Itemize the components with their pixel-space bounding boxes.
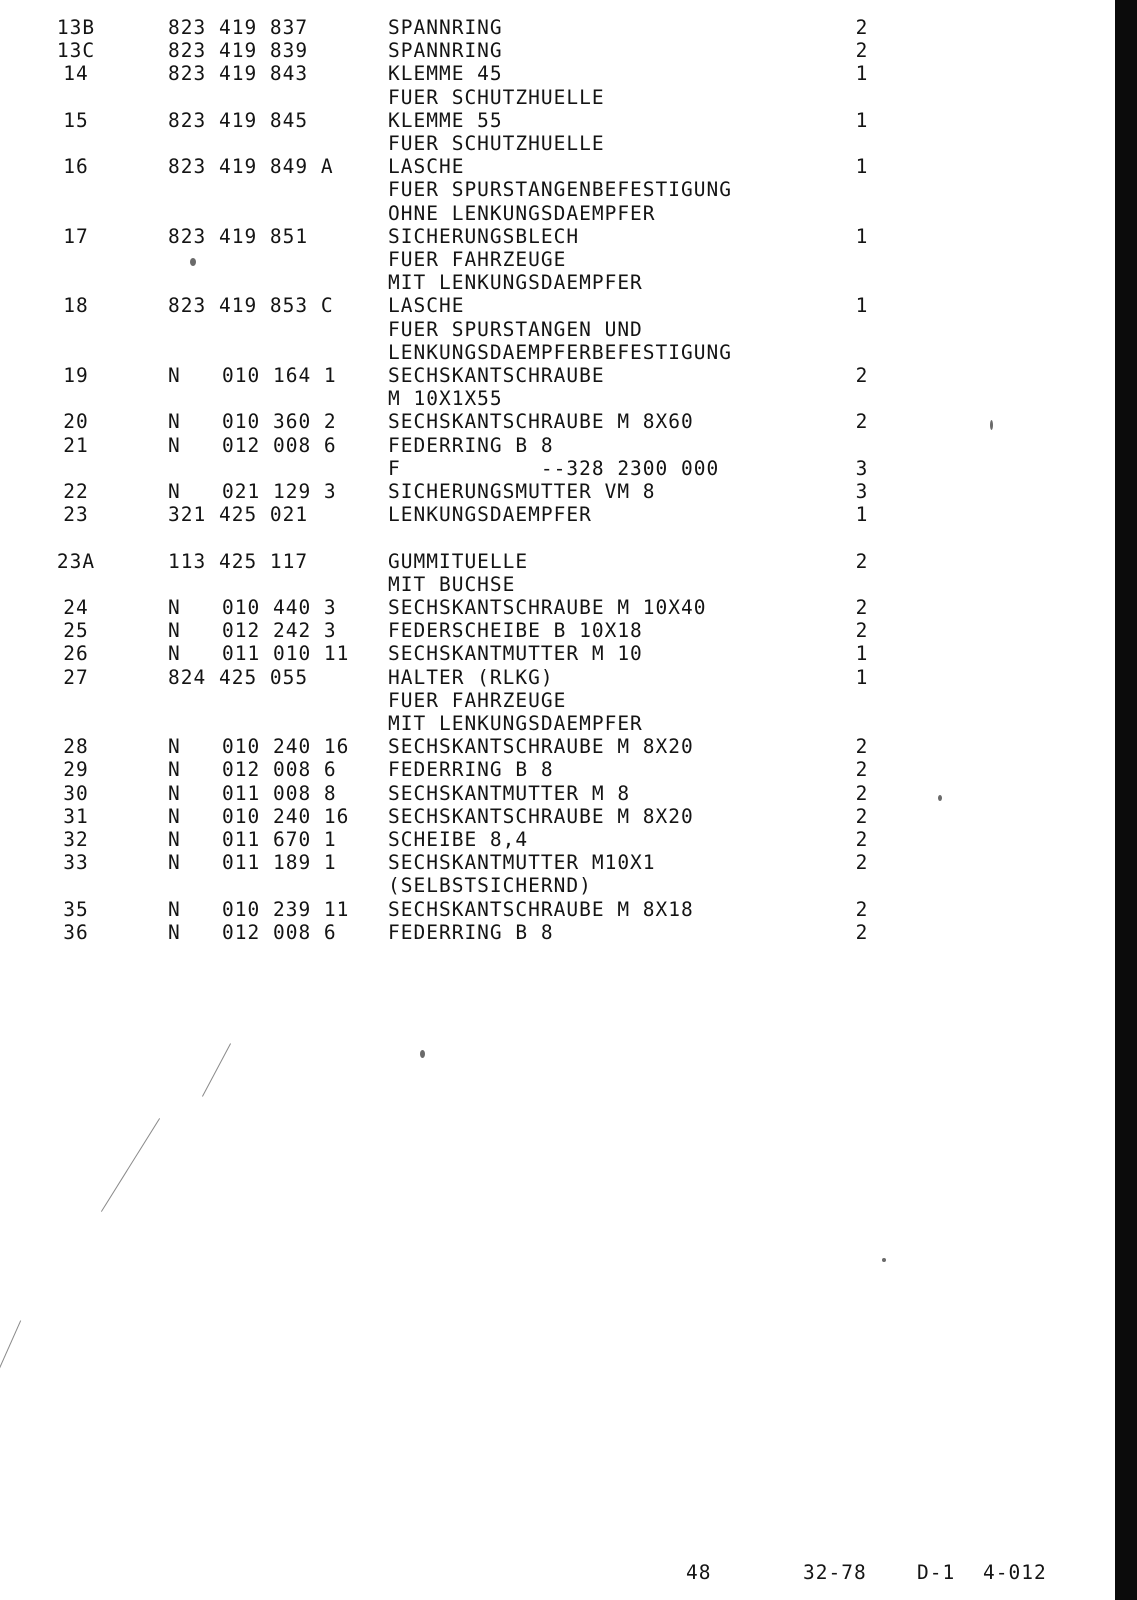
norm-marker: N <box>168 828 181 851</box>
quantity: 1 <box>855 224 869 248</box>
part-number: 113 425 117 <box>168 549 309 573</box>
item-number: 27 <box>63 665 89 689</box>
quantity: 2 <box>855 781 869 805</box>
footer-reference-2: 4-012 <box>983 1561 1047 1584</box>
description: KLEMME 45 <box>388 62 503 86</box>
item-number <box>46 875 106 897</box>
part-number: 012 008 6 <box>222 433 337 457</box>
description: SPANNRING <box>388 16 503 39</box>
quantity: 2 <box>855 828 869 851</box>
quantity <box>850 342 874 364</box>
quantity: 2 <box>855 897 869 921</box>
description: F --328 2300 000 <box>388 456 720 480</box>
quantity <box>850 133 874 155</box>
quantity: 1 <box>855 294 869 318</box>
scan-streak <box>0 1320 21 1375</box>
item-number <box>46 574 106 596</box>
item-number <box>46 713 106 735</box>
description: LENKUNGSDAEMPFER <box>388 503 592 527</box>
description: SECHSKANTMUTTER M10X1 <box>388 851 656 875</box>
item-number: 25 <box>63 619 89 643</box>
quantity <box>850 179 874 201</box>
item-number <box>46 272 106 294</box>
norm-marker: N <box>168 619 181 643</box>
description: SECHSKANTMUTTER M 8 <box>388 781 631 805</box>
footer-reference-1: D-1 <box>917 1561 956 1584</box>
scan-speck <box>190 258 196 266</box>
part-number: 011 008 8 <box>222 781 337 805</box>
item-number: 26 <box>63 642 89 666</box>
norm-marker: N <box>168 596 181 619</box>
description: SPANNRING <box>388 39 503 63</box>
item-number: 30 <box>63 781 89 805</box>
quantity: 1 <box>855 665 869 689</box>
description: SICHERUNGSMUTTER VM 8 <box>388 480 656 503</box>
quantity: 2 <box>855 619 869 643</box>
item-number <box>46 319 106 341</box>
description: SECHSKANTSCHRAUBE M 10X40 <box>388 596 707 619</box>
description: GUMMITUELLE <box>388 549 529 573</box>
description: LENKUNGSDAEMPFERBEFESTIGUNG <box>388 340 732 364</box>
description: FUER SPURSTANGEN UND <box>388 317 643 341</box>
part-number: 021 129 3 <box>222 480 337 503</box>
part-number: 824 425 055 <box>168 665 309 689</box>
item-number: 13B <box>56 16 96 39</box>
part-number: 010 360 2 <box>222 410 337 434</box>
part-number: 823 419 845 <box>168 108 309 132</box>
item-number: 19 <box>63 364 89 387</box>
part-number: 011 010 11 <box>222 642 350 666</box>
item-number: 18 <box>63 294 89 318</box>
item-number <box>46 203 106 225</box>
quantity <box>850 272 874 294</box>
quantity: 2 <box>855 410 869 434</box>
item-number: 23A <box>56 549 96 573</box>
norm-marker: N <box>168 804 181 828</box>
part-number: 012 008 6 <box>222 758 337 782</box>
norm-marker: N <box>168 920 181 944</box>
quantity <box>850 574 874 596</box>
quantity <box>850 875 874 897</box>
description: SECHSKANTSCHRAUBE M 8X20 <box>388 804 694 828</box>
item-number: 24 <box>63 596 89 619</box>
quantity: 2 <box>855 758 869 782</box>
quantity <box>850 87 874 109</box>
item-number: 22 <box>63 480 89 503</box>
footer-page-number: 48 <box>686 1561 712 1584</box>
quantity <box>850 527 874 549</box>
part-number: 823 419 843 <box>168 62 309 86</box>
quantity: 2 <box>855 596 869 619</box>
scan-speck <box>990 420 993 430</box>
norm-marker: N <box>168 433 181 457</box>
part-number: 012 242 3 <box>222 619 337 643</box>
description: FUER FAHRZEUGE <box>388 688 567 712</box>
description: MIT LENKUNGSDAEMPFER <box>388 712 643 735</box>
part-number: 823 419 849 A <box>168 155 334 179</box>
quantity <box>850 713 874 735</box>
scan-streak <box>202 1043 231 1096</box>
item-number <box>46 342 106 364</box>
description: FEDERSCHEIBE B 10X18 <box>388 619 643 643</box>
norm-marker: N <box>168 364 181 387</box>
quantity: 1 <box>855 62 869 86</box>
norm-marker: N <box>168 851 181 875</box>
norm-marker: N <box>168 735 181 759</box>
description: SECHSKANTMUTTER M 10 <box>388 642 643 666</box>
description: SECHSKANTSCHRAUBE M 8X18 <box>388 897 694 921</box>
quantity: 2 <box>855 804 869 828</box>
norm-marker: N <box>168 758 181 782</box>
quantity <box>850 249 874 271</box>
part-number: 012 008 6 <box>222 920 337 944</box>
part-number: 321 425 021 <box>168 503 309 527</box>
quantity: 1 <box>855 503 869 527</box>
description: FUER SPURSTANGENBEFESTIGUNG <box>388 178 732 202</box>
part-number: 823 419 853 C <box>168 294 334 318</box>
item-number: 21 <box>63 433 89 457</box>
item-number <box>46 690 106 712</box>
quantity <box>850 690 874 712</box>
description: FEDERRING B 8 <box>388 920 554 944</box>
footer-date-code: 32-78 <box>803 1561 867 1584</box>
item-number <box>46 249 106 271</box>
quantity: 1 <box>855 108 869 132</box>
quantity: 2 <box>855 549 869 573</box>
item-number <box>46 388 106 410</box>
part-number: 010 240 16 <box>222 804 350 828</box>
norm-marker: N <box>168 410 181 434</box>
quantity: 1 <box>855 155 869 179</box>
part-number: 823 419 837 <box>168 16 309 39</box>
item-number: 13C <box>56 39 96 63</box>
norm-marker: N <box>168 480 181 503</box>
norm-marker: N <box>168 897 181 921</box>
quantity <box>850 435 874 457</box>
scan-edge-bar <box>1115 0 1137 1600</box>
description: M 10X1X55 <box>388 387 503 411</box>
item-number <box>46 179 106 201</box>
description: SECHSKANTSCHRAUBE <box>388 364 605 387</box>
part-number: 010 164 1 <box>222 364 337 387</box>
quantity <box>850 203 874 225</box>
item-number: 14 <box>63 62 89 86</box>
part-number: 010 240 16 <box>222 735 350 759</box>
quantity: 2 <box>855 920 869 944</box>
description: SICHERUNGSBLECH <box>388 224 580 248</box>
item-number: 36 <box>63 920 89 944</box>
quantity: 2 <box>855 851 869 875</box>
norm-marker: N <box>168 781 181 805</box>
description: SCHEIBE 8,4 <box>388 828 529 851</box>
description: KLEMME 55 <box>388 108 503 132</box>
part-number: 010 239 11 <box>222 897 350 921</box>
part-number: 011 189 1 <box>222 851 337 875</box>
description: FUER SCHUTZHUELLE <box>388 85 605 109</box>
part-number: 823 419 851 <box>168 224 309 248</box>
scan-speck <box>420 1050 425 1058</box>
description: HALTER (RLKG) <box>388 665 554 689</box>
scan-streak <box>101 1118 160 1212</box>
item-number <box>46 458 106 480</box>
item-number: 16 <box>63 155 89 179</box>
item-number: 20 <box>63 410 89 434</box>
description: FEDERRING B 8 <box>388 758 554 782</box>
item-number: 29 <box>63 758 89 782</box>
description: SECHSKANTSCHRAUBE M 8X60 <box>388 410 694 434</box>
quantity: 3 <box>855 480 869 503</box>
item-number <box>46 133 106 155</box>
quantity: 3 <box>855 456 869 480</box>
part-number: 011 670 1 <box>222 828 337 851</box>
scan-speck <box>882 1258 886 1262</box>
description: (SELBSTSICHERND) <box>388 874 592 898</box>
item-number: 31 <box>63 804 89 828</box>
part-number: 823 419 839 <box>168 39 309 63</box>
item-number <box>46 87 106 109</box>
item-number: 33 <box>63 851 89 875</box>
item-number <box>46 527 106 549</box>
quantity: 2 <box>855 735 869 759</box>
quantity <box>850 388 874 410</box>
scan-speck <box>938 795 942 801</box>
description: MIT BUCHSE <box>388 572 516 596</box>
quantity: 2 <box>855 39 869 63</box>
item-number: 32 <box>63 828 89 851</box>
quantity: 2 <box>855 16 869 39</box>
description: FUER SCHUTZHUELLE <box>388 132 605 155</box>
item-number: 28 <box>63 735 89 759</box>
item-number: 17 <box>63 224 89 248</box>
description: OHNE LENKUNGSDAEMPFER <box>388 201 656 225</box>
part-number: 010 440 3 <box>222 596 337 619</box>
item-number: 35 <box>63 897 89 921</box>
description: LASCHE <box>388 155 465 179</box>
description: SECHSKANTSCHRAUBE M 8X20 <box>388 735 694 759</box>
description: FUER FAHRZEUGE <box>388 248 567 271</box>
quantity: 1 <box>855 642 869 666</box>
quantity <box>850 319 874 341</box>
norm-marker: N <box>168 642 181 666</box>
description: MIT LENKUNGSDAEMPFER <box>388 271 643 295</box>
item-number: 23 <box>63 503 89 527</box>
description: LASCHE <box>388 294 465 318</box>
quantity: 2 <box>855 364 869 387</box>
item-number: 15 <box>63 108 89 132</box>
description: FEDERRING B 8 <box>388 433 554 457</box>
